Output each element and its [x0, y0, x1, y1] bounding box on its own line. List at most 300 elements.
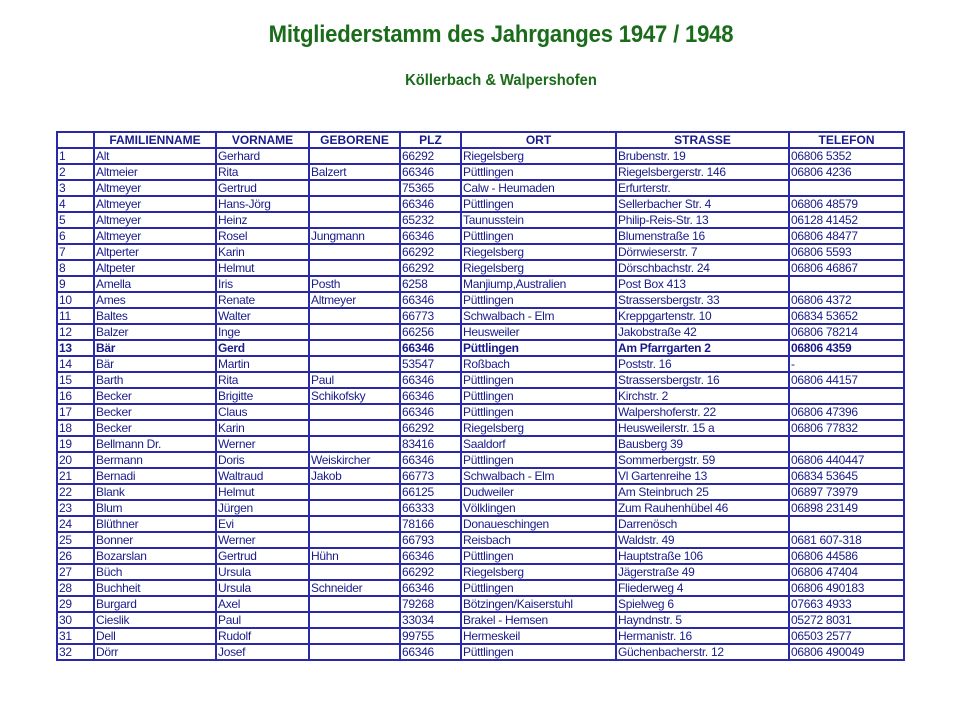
plz-cell: 78166 [400, 516, 461, 532]
table-row [57, 596, 904, 612]
ort-cell: Püttlingen [461, 164, 616, 180]
row-number: 12 [57, 324, 94, 340]
telefon-cell: 06128 41452 [789, 212, 904, 228]
geborene-cell [309, 244, 400, 260]
table-row [57, 356, 904, 372]
plz-cell: 66346 [400, 292, 461, 308]
column-header-vorname: VORNAME [216, 132, 309, 148]
vorname-cell: Karin [216, 244, 309, 260]
geborene-cell: Posth [309, 276, 400, 292]
geborene-cell [309, 516, 400, 532]
vorname-cell: Werner [216, 532, 309, 548]
vorname-cell: Werner [216, 436, 309, 452]
familienname-cell: Blüthner [94, 516, 216, 532]
vorname-cell: Hans-Jörg [216, 196, 309, 212]
telefon-cell: 06806 48579 [789, 196, 904, 212]
vorname-cell: Rudolf [216, 628, 309, 644]
plz-cell: 66125 [400, 484, 461, 500]
plz-cell: 66292 [400, 260, 461, 276]
telefon-cell: 06898 23149 [789, 500, 904, 516]
strasse-cell: Riegelsbergerstr. 146 [616, 164, 789, 180]
telefon-cell: 06503 2577 [789, 628, 904, 644]
row-number: 25 [57, 532, 94, 548]
strasse-cell: Post Box 413 [616, 276, 789, 292]
plz-cell: 66346 [400, 404, 461, 420]
vorname-cell: Doris [216, 452, 309, 468]
geborene-cell [309, 180, 400, 196]
vorname-cell: Ursula [216, 564, 309, 580]
strasse-cell: Sommerbergstr. 59 [616, 452, 789, 468]
ort-cell: Heusweiler [461, 324, 616, 340]
geborene-cell [309, 196, 400, 212]
table-row [57, 436, 904, 452]
geborene-cell [309, 356, 400, 372]
telefon-cell: 0681 607-318 [789, 532, 904, 548]
plz-cell: 79268 [400, 596, 461, 612]
geborene-cell: Schneider [309, 580, 400, 596]
ort-cell: Riegelsberg [461, 244, 616, 260]
member-rows [57, 148, 904, 660]
column-header-ort: ORT [461, 132, 616, 148]
vorname-cell: Martin [216, 356, 309, 372]
telefon-cell: 06806 440447 [789, 452, 904, 468]
familienname-cell: Altmeyer [94, 180, 216, 196]
familienname-cell: Ames [94, 292, 216, 308]
telefon-cell: 06806 47396 [789, 404, 904, 420]
row-number: 2 [57, 164, 94, 180]
strasse-cell: Jägerstraße 49 [616, 564, 789, 580]
familienname-cell: Becker [94, 404, 216, 420]
row-number: 17 [57, 404, 94, 420]
strasse-cell: Waldstr. 49 [616, 532, 789, 548]
ort-cell: Dudweiler [461, 484, 616, 500]
ort-cell: Riegelsberg [461, 564, 616, 580]
telefon-cell: 05272 8031 [789, 612, 904, 628]
ort-cell: Püttlingen [461, 292, 616, 308]
table-row [57, 196, 904, 212]
table-row [57, 500, 904, 516]
geborene-cell: Altmeyer [309, 292, 400, 308]
geborene-cell [309, 628, 400, 644]
strasse-cell: Strassersbergstr. 16 [616, 372, 789, 388]
plz-cell: 66292 [400, 148, 461, 164]
row-number: 24 [57, 516, 94, 532]
plz-cell: 66346 [400, 548, 461, 564]
row-number: 29 [57, 596, 94, 612]
familienname-cell: Bär [94, 356, 216, 372]
strasse-cell: Poststr. 16 [616, 356, 789, 372]
strasse-cell: Heusweilerstr. 15 a [616, 420, 789, 436]
familienname-cell: Altmeyer [94, 196, 216, 212]
geborene-cell [309, 404, 400, 420]
telefon-cell: 07663 4933 [789, 596, 904, 612]
plz-cell: 66346 [400, 452, 461, 468]
vorname-cell: Brigitte [216, 388, 309, 404]
geborene-cell: Weiskircher [309, 452, 400, 468]
strasse-cell: Fliederweg 4 [616, 580, 789, 596]
plz-cell: 66346 [400, 644, 461, 660]
vorname-cell: Gerhard [216, 148, 309, 164]
strasse-cell: Erfurterstr. [616, 180, 789, 196]
ort-cell: Hermeskeil [461, 628, 616, 644]
table-row [57, 340, 904, 356]
telefon-cell: 06806 48477 [789, 228, 904, 244]
vorname-cell: Iris [216, 276, 309, 292]
plz-cell: 66773 [400, 308, 461, 324]
row-number: 3 [57, 180, 94, 196]
row-number: 18 [57, 420, 94, 436]
ort-cell: Calw - Heumaden [461, 180, 616, 196]
vorname-cell: Josef [216, 644, 309, 660]
ort-cell: Reisbach [461, 532, 616, 548]
column-header-plz: PLZ [400, 132, 461, 148]
table-row [57, 468, 904, 484]
ort-cell: Schwalbach - Elm [461, 468, 616, 484]
telefon-cell: 06806 490049 [789, 644, 904, 660]
strasse-cell: Spielweg 6 [616, 596, 789, 612]
geborene-cell [309, 436, 400, 452]
strasse-cell: Blumenstraße 16 [616, 228, 789, 244]
row-number: 26 [57, 548, 94, 564]
table-row [57, 564, 904, 580]
vorname-cell: Gertrud [216, 548, 309, 564]
familienname-cell: Balzer [94, 324, 216, 340]
ort-cell: Püttlingen [461, 548, 616, 564]
row-number: 15 [57, 372, 94, 388]
row-number: 19 [57, 436, 94, 452]
table-row [57, 180, 904, 196]
plz-cell: 66346 [400, 388, 461, 404]
plz-cell: 66793 [400, 532, 461, 548]
telefon-cell: 06806 5352 [789, 148, 904, 164]
row-number: 5 [57, 212, 94, 228]
geborene-cell [309, 644, 400, 660]
telefon-cell [789, 276, 904, 292]
row-number: 31 [57, 628, 94, 644]
vorname-cell: Walter [216, 308, 309, 324]
row-number: 9 [57, 276, 94, 292]
table-row [57, 516, 904, 532]
geborene-cell: Balzert [309, 164, 400, 180]
geborene-cell [309, 340, 400, 356]
geborene-cell [309, 564, 400, 580]
vorname-cell: Gertrud [216, 180, 309, 196]
plz-cell: 66346 [400, 580, 461, 596]
row-number: 7 [57, 244, 94, 260]
vorname-cell: Helmut [216, 484, 309, 500]
plz-cell: 6258 [400, 276, 461, 292]
ort-cell: Püttlingen [461, 372, 616, 388]
telefon-cell: - [789, 356, 904, 372]
ort-cell: Bötzingen/Kaiserstuhl [461, 596, 616, 612]
strasse-cell: Zum Rauhenhübel 46 [616, 500, 789, 516]
vorname-cell: Rita [216, 164, 309, 180]
ort-cell: Püttlingen [461, 452, 616, 468]
familienname-cell: Burgard [94, 596, 216, 612]
familienname-cell: Bellmann Dr. [94, 436, 216, 452]
telefon-cell [789, 180, 904, 196]
familienname-cell: Barth [94, 372, 216, 388]
strasse-cell: Sellerbacher Str. 4 [616, 196, 789, 212]
table-row [57, 276, 904, 292]
ort-cell: Riegelsberg [461, 260, 616, 276]
row-number: 10 [57, 292, 94, 308]
ort-cell: Riegelsberg [461, 148, 616, 164]
plz-cell: 66346 [400, 164, 461, 180]
table-row [57, 548, 904, 564]
vorname-cell: Rita [216, 372, 309, 388]
strasse-cell: Hayndnstr. 5 [616, 612, 789, 628]
ort-cell: Püttlingen [461, 388, 616, 404]
geborene-cell: Hühn [309, 548, 400, 564]
table-header-row [57, 132, 904, 148]
row-number: 28 [57, 580, 94, 596]
familienname-cell: Büch [94, 564, 216, 580]
table-row [57, 148, 904, 164]
familienname-cell: Becker [94, 388, 216, 404]
table-row [57, 452, 904, 468]
ort-cell: Püttlingen [461, 404, 616, 420]
row-number: 20 [57, 452, 94, 468]
plz-cell: 66292 [400, 420, 461, 436]
plz-cell: 66773 [400, 468, 461, 484]
vorname-cell: Helmut [216, 260, 309, 276]
table-row [57, 212, 904, 228]
telefon-cell [789, 436, 904, 452]
table-row [57, 260, 904, 276]
table-row [57, 244, 904, 260]
ort-cell: Riegelsberg [461, 420, 616, 436]
plz-cell: 66256 [400, 324, 461, 340]
table-row [57, 228, 904, 244]
table-row [57, 324, 904, 340]
strasse-cell: Dörschbachstr. 24 [616, 260, 789, 276]
plz-cell: 66333 [400, 500, 461, 516]
telefon-cell: 06806 5593 [789, 244, 904, 260]
telefon-cell: 06834 53652 [789, 308, 904, 324]
member-table [56, 131, 905, 661]
table-row [57, 484, 904, 500]
table-row [57, 612, 904, 628]
row-number: 6 [57, 228, 94, 244]
row-number: 8 [57, 260, 94, 276]
familienname-cell: Altmeyer [94, 228, 216, 244]
familienname-cell: Dörr [94, 644, 216, 660]
vorname-cell: Paul [216, 612, 309, 628]
document-title: Mitgliederstamm des Jahrganges 1947 / 1948 [268, 21, 734, 48]
familienname-cell: Amella [94, 276, 216, 292]
geborene-cell [309, 612, 400, 628]
row-number: 32 [57, 644, 94, 660]
row-number: 13 [57, 340, 94, 356]
plz-cell: 66346 [400, 372, 461, 388]
telefon-cell: 06806 78214 [789, 324, 904, 340]
column-header-number [57, 132, 94, 148]
document-subtitle: Köllerbach & Walpershofen [405, 72, 597, 89]
plz-cell: 53547 [400, 356, 461, 372]
vorname-cell: Gerd [216, 340, 309, 356]
strasse-cell: Strassersbergstr. 33 [616, 292, 789, 308]
geborene-cell: Schikofsky [309, 388, 400, 404]
familienname-cell: Bonner [94, 532, 216, 548]
ort-cell: Taunusstein [461, 212, 616, 228]
column-header-telefon: TELEFON [789, 132, 904, 148]
ort-cell: Püttlingen [461, 196, 616, 212]
familienname-cell: Altperter [94, 244, 216, 260]
plz-cell: 99755 [400, 628, 461, 644]
row-number: 30 [57, 612, 94, 628]
table-row [57, 388, 904, 404]
vorname-cell: Karin [216, 420, 309, 436]
geborene-cell [309, 212, 400, 228]
geborene-cell [309, 324, 400, 340]
vorname-cell: Axel [216, 596, 309, 612]
table-row [57, 580, 904, 596]
vorname-cell: Waltraud [216, 468, 309, 484]
ort-cell: Schwalbach - Elm [461, 308, 616, 324]
telefon-cell: 06806 490183 [789, 580, 904, 596]
ort-cell: Püttlingen [461, 340, 616, 356]
strasse-cell: Dörrwieserstr. 7 [616, 244, 789, 260]
familienname-cell: Bär [94, 340, 216, 356]
plz-cell: 33034 [400, 612, 461, 628]
plz-cell: 66292 [400, 564, 461, 580]
telefon-cell [789, 516, 904, 532]
vorname-cell: Jürgen [216, 500, 309, 516]
strasse-cell: Am Pfarrgarten 2 [616, 340, 789, 356]
table-row [57, 404, 904, 420]
telefon-cell: 06834 53645 [789, 468, 904, 484]
row-number: 23 [57, 500, 94, 516]
familienname-cell: Altpeter [94, 260, 216, 276]
ort-cell: Völklingen [461, 500, 616, 516]
vorname-cell: Evi [216, 516, 309, 532]
ort-cell: Püttlingen [461, 644, 616, 660]
familienname-cell: Baltes [94, 308, 216, 324]
geborene-cell: Jakob [309, 468, 400, 484]
vorname-cell: Inge [216, 324, 309, 340]
familienname-cell: Bernadi [94, 468, 216, 484]
strasse-cell: Güchenbacherstr. 12 [616, 644, 789, 660]
table-row [57, 164, 904, 180]
row-number: 22 [57, 484, 94, 500]
telefon-cell: 06806 77832 [789, 420, 904, 436]
column-header-strasse: STRASSE [616, 132, 789, 148]
telefon-cell: 06806 44586 [789, 548, 904, 564]
strasse-cell: Bausberg 39 [616, 436, 789, 452]
familienname-cell: Blank [94, 484, 216, 500]
ort-cell: Püttlingen [461, 580, 616, 596]
vorname-cell: Ursula [216, 580, 309, 596]
strasse-cell: Am Steinbruch 25 [616, 484, 789, 500]
strasse-cell: Brubenstr. 19 [616, 148, 789, 164]
telefon-cell: 06806 44157 [789, 372, 904, 388]
strasse-cell: Philip-Reis-Str. 13 [616, 212, 789, 228]
geborene-cell [309, 308, 400, 324]
ort-cell: Donaueschingen [461, 516, 616, 532]
strasse-cell: Darrenösch [616, 516, 789, 532]
familienname-cell: Alt [94, 148, 216, 164]
strasse-cell: Hauptstraße 106 [616, 548, 789, 564]
vorname-cell: Heinz [216, 212, 309, 228]
table-row [57, 532, 904, 548]
column-header-familienname: FAMILIENNAME [94, 132, 216, 148]
strasse-cell: Jakobstraße 42 [616, 324, 789, 340]
plz-cell: 66346 [400, 196, 461, 212]
familienname-cell: Dell [94, 628, 216, 644]
ort-cell: Saaldorf [461, 436, 616, 452]
ort-cell: Brakel - Hemsen [461, 612, 616, 628]
geborene-cell: Paul [309, 372, 400, 388]
table-row [57, 372, 904, 388]
row-number: 11 [57, 308, 94, 324]
vorname-cell: Claus [216, 404, 309, 420]
row-number: 16 [57, 388, 94, 404]
familienname-cell: Buchheit [94, 580, 216, 596]
row-number: 4 [57, 196, 94, 212]
telefon-cell: 06806 4359 [789, 340, 904, 356]
plz-cell: 83416 [400, 436, 461, 452]
telefon-cell: 06897 73979 [789, 484, 904, 500]
vorname-cell: Renate [216, 292, 309, 308]
familienname-cell: Blum [94, 500, 216, 516]
row-number: 27 [57, 564, 94, 580]
geborene-cell: Jungmann [309, 228, 400, 244]
ort-cell: Manjiump,Australien [461, 276, 616, 292]
plz-cell: 75365 [400, 180, 461, 196]
telefon-cell: 06806 4236 [789, 164, 904, 180]
familienname-cell: Altmeyer [94, 212, 216, 228]
strasse-cell: Kirchstr. 2 [616, 388, 789, 404]
familienname-cell: Bermann [94, 452, 216, 468]
plz-cell: 65232 [400, 212, 461, 228]
table-row [57, 420, 904, 436]
ort-cell: Püttlingen [461, 228, 616, 244]
strasse-cell: Walpershoferstr. 22 [616, 404, 789, 420]
plz-cell: 66292 [400, 244, 461, 260]
plz-cell: 66346 [400, 340, 461, 356]
geborene-cell [309, 596, 400, 612]
geborene-cell [309, 484, 400, 500]
telefon-cell [789, 388, 904, 404]
strasse-cell: Kreppgartenstr. 10 [616, 308, 789, 324]
row-number: 21 [57, 468, 94, 484]
familienname-cell: Becker [94, 420, 216, 436]
geborene-cell [309, 532, 400, 548]
familienname-cell: Altmeier [94, 164, 216, 180]
table-row [57, 628, 904, 644]
strasse-cell: Vl Gartenreihe 13 [616, 468, 789, 484]
geborene-cell [309, 148, 400, 164]
plz-cell: 66346 [400, 228, 461, 244]
familienname-cell: Bozarslan [94, 548, 216, 564]
vorname-cell: Rosel [216, 228, 309, 244]
telefon-cell: 06806 4372 [789, 292, 904, 308]
row-number: 14 [57, 356, 94, 372]
table-row [57, 308, 904, 324]
geborene-cell [309, 500, 400, 516]
geborene-cell [309, 420, 400, 436]
strasse-cell: Hermanistr. 16 [616, 628, 789, 644]
geborene-cell [309, 260, 400, 276]
familienname-cell: Cieslik [94, 612, 216, 628]
row-number: 1 [57, 148, 94, 164]
telefon-cell: 06806 47404 [789, 564, 904, 580]
table-row [57, 644, 904, 660]
ort-cell: Roßbach [461, 356, 616, 372]
telefon-cell: 06806 46867 [789, 260, 904, 276]
column-header-geborene: GEBORENE [309, 132, 400, 148]
